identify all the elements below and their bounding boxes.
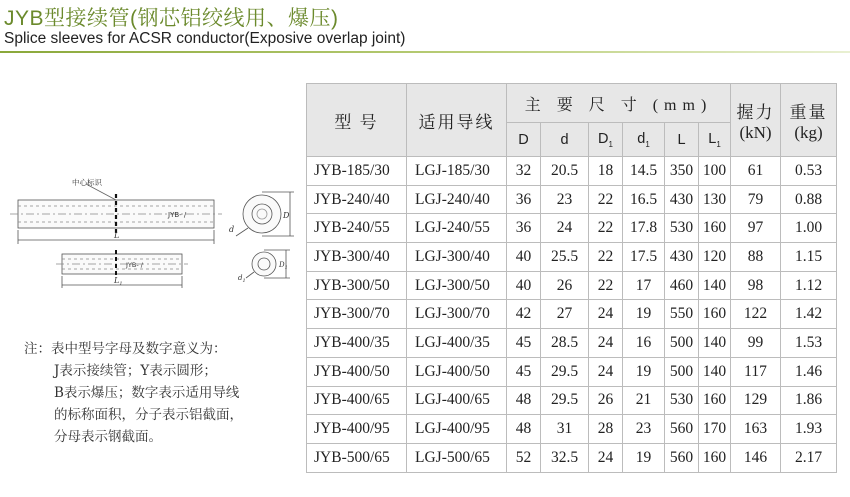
cell-L: 560: [665, 415, 699, 444]
cell-d: 23: [541, 185, 589, 214]
cell-cond: LGJ-300/50: [407, 271, 507, 300]
cell-D1: 22: [589, 214, 623, 243]
cell-grip: 117: [731, 357, 781, 386]
cell-d1: 17.5: [623, 243, 665, 272]
cell-model: JYB-400/35: [307, 329, 407, 358]
table-row: [307, 329, 837, 358]
cell-cond: LGJ-240/40: [407, 185, 507, 214]
cell-D: 42: [507, 300, 541, 329]
cell-model: JYB-400/95: [307, 415, 407, 444]
cell-L1: 170: [699, 415, 731, 444]
cell-D: 40: [507, 271, 541, 300]
cell-D: 48: [507, 415, 541, 444]
note-line: 分母表示钢截面。: [54, 429, 162, 445]
dim-L-label: L: [114, 231, 120, 240]
cell-D1: 24: [589, 300, 623, 329]
cell-d: 32.5: [541, 443, 589, 472]
cell-d1: 16.5: [623, 185, 665, 214]
cell-L1: 140: [699, 271, 731, 300]
cell-cond: LGJ-500/65: [407, 443, 507, 472]
sleeve-marking: JYB- /: [168, 211, 187, 219]
center-mark-label: 中心标识: [72, 178, 102, 187]
col-header-model: 型 号: [307, 84, 407, 157]
cell-model: JYB-400/65: [307, 386, 407, 415]
cell-L1: 130: [699, 185, 731, 214]
cell-L1: 160: [699, 214, 731, 243]
cell-d1: 19: [623, 300, 665, 329]
table-row: [307, 357, 837, 386]
cell-weight: 2.17: [781, 443, 837, 472]
cell-L: 560: [665, 443, 699, 472]
sub-header-d: d: [541, 123, 589, 157]
cell-D1: 24: [589, 443, 623, 472]
cell-d1: 17.8: [623, 214, 665, 243]
sub-header-L1: $L_1$: [699, 123, 731, 157]
page-title: JYB型接续管(钢芯铝绞线用、爆压): [4, 7, 339, 30]
sub-header-L: L: [665, 123, 699, 157]
cell-weight: 1.42: [781, 300, 837, 329]
dim-D1-label: $D_1$: [279, 261, 288, 271]
cell-d1: 21: [623, 386, 665, 415]
cell-cond: LGJ-240/55: [407, 214, 507, 243]
cell-grip: 97: [731, 214, 781, 243]
cell-cond: LGJ-400/95: [407, 415, 507, 444]
cell-weight: 1.46: [781, 357, 837, 386]
cell-grip: 99: [731, 329, 781, 358]
cell-L: 430: [665, 243, 699, 272]
cell-D: 32: [507, 157, 541, 186]
cell-model: JYB-240/40: [307, 185, 407, 214]
cell-model: JYB-300/40: [307, 243, 407, 272]
cell-D1: 22: [589, 243, 623, 272]
note-line: J表示接续管；Y表示圆形；: [54, 363, 217, 379]
cell-d1: 19: [623, 443, 665, 472]
cell-L: 500: [665, 329, 699, 358]
cell-grip: 163: [731, 415, 781, 444]
table-row: [307, 214, 837, 243]
cell-D1: 28: [589, 415, 623, 444]
cell-D: 40: [507, 243, 541, 272]
cell-cond: LGJ-400/50: [407, 357, 507, 386]
cell-D: 45: [507, 357, 541, 386]
cell-d: 29.5: [541, 357, 589, 386]
cell-weight: 1.93: [781, 415, 837, 444]
note-line: B表示爆压；数字表示适用导线: [54, 385, 240, 401]
table-row: [307, 300, 837, 329]
col-header-dimensions: 主 要 尺 寸 (mm): [507, 84, 731, 123]
note-line: 的标称面积，分子表示铝截面，: [54, 407, 243, 423]
cell-L1: 140: [699, 357, 731, 386]
cell-d: 20.5: [541, 157, 589, 186]
cell-d1: 17: [623, 271, 665, 300]
cell-weight: 0.88: [781, 185, 837, 214]
cell-d1: 19: [623, 357, 665, 386]
cell-d: 24: [541, 214, 589, 243]
cell-cond: LGJ-400/35: [407, 329, 507, 358]
cell-weight: 1.00: [781, 214, 837, 243]
title-divider: [0, 51, 850, 53]
col-header-conductor: 适用导线: [407, 84, 507, 157]
cell-L1: 100: [699, 157, 731, 186]
cell-model: JYB-185/30: [307, 157, 407, 186]
cell-weight: 1.86: [781, 386, 837, 415]
cell-cond: LGJ-400/65: [407, 386, 507, 415]
cell-cond: LGJ-300/40: [407, 243, 507, 272]
cell-weight: 1.12: [781, 271, 837, 300]
cell-L: 430: [665, 185, 699, 214]
cell-d1: 14.5: [623, 157, 665, 186]
cell-grip: 129: [731, 386, 781, 415]
cell-L: 460: [665, 271, 699, 300]
cell-L1: 140: [699, 329, 731, 358]
cell-model: JYB-300/70: [307, 300, 407, 329]
cell-L1: 160: [699, 443, 731, 472]
cell-D: 45: [507, 329, 541, 358]
cell-cond: LGJ-185/30: [407, 157, 507, 186]
sub-header-d1: $d_1$: [623, 123, 665, 157]
short-sleeve-marking: JYB- /: [126, 261, 143, 269]
cell-L1: 160: [699, 300, 731, 329]
col-header-grip: 握力 (kN): [731, 84, 781, 157]
cell-d: 31: [541, 415, 589, 444]
cell-grip: 61: [731, 157, 781, 186]
note-line: 注：表中型号字母及数字意义为：: [24, 341, 227, 357]
cell-weight: 1.15: [781, 243, 837, 272]
cell-L1: 160: [699, 386, 731, 415]
cell-model: JYB-400/50: [307, 357, 407, 386]
sub-header-D1: $D_1$: [589, 123, 623, 157]
cell-d: 26: [541, 271, 589, 300]
table-row: [307, 443, 837, 472]
cell-weight: 1.53: [781, 329, 837, 358]
cell-D: 48: [507, 386, 541, 415]
dim-D-label: D: [283, 211, 290, 220]
cell-d: 25.5: [541, 243, 589, 272]
dim-d1-label: $d_1$: [238, 274, 246, 284]
cell-D1: 24: [589, 357, 623, 386]
table-row: [307, 157, 837, 186]
cell-model: JYB-500/65: [307, 443, 407, 472]
col-header-weight: 重量 (kg): [781, 84, 837, 157]
cell-L: 350: [665, 157, 699, 186]
cell-d1: 16: [623, 329, 665, 358]
table-row: [307, 243, 837, 272]
page-subtitle: Splice sleeves for ACSR conductor(Exposive overlap joint): [4, 30, 406, 47]
cell-L: 530: [665, 214, 699, 243]
cell-grip: 88: [731, 243, 781, 272]
cell-D1: 18: [589, 157, 623, 186]
table-row: [307, 271, 837, 300]
cell-weight: 0.53: [781, 157, 837, 186]
cell-model: JYB-300/50: [307, 271, 407, 300]
cell-cond: LGJ-300/70: [407, 300, 507, 329]
cell-grip: 79: [731, 185, 781, 214]
cell-D1: 26: [589, 386, 623, 415]
cell-grip: 146: [731, 443, 781, 472]
cell-L: 530: [665, 386, 699, 415]
splice-sleeve-drawing: [0, 170, 300, 300]
table-row: [307, 415, 837, 444]
sub-header-D: D: [507, 123, 541, 157]
cell-d: 28.5: [541, 329, 589, 358]
cell-D1: 22: [589, 185, 623, 214]
notes-block: [24, 338, 243, 448]
cell-d: 27: [541, 300, 589, 329]
dim-d-label: d: [229, 225, 235, 234]
table-row: [307, 386, 837, 415]
cell-D1: 24: [589, 329, 623, 358]
cell-d: 29.5: [541, 386, 589, 415]
cell-D: 36: [507, 185, 541, 214]
cell-D: 52: [507, 443, 541, 472]
table-row: [307, 185, 837, 214]
cell-d1: 23: [623, 415, 665, 444]
cell-grip: 122: [731, 300, 781, 329]
spec-table: [306, 83, 837, 473]
cell-L1: 120: [699, 243, 731, 272]
cell-L: 500: [665, 357, 699, 386]
cell-grip: 98: [731, 271, 781, 300]
dim-L1-label: $L_1$: [114, 276, 123, 287]
cell-L: 550: [665, 300, 699, 329]
cell-model: JYB-240/55: [307, 214, 407, 243]
cell-D: 36: [507, 214, 541, 243]
cell-D1: 22: [589, 271, 623, 300]
